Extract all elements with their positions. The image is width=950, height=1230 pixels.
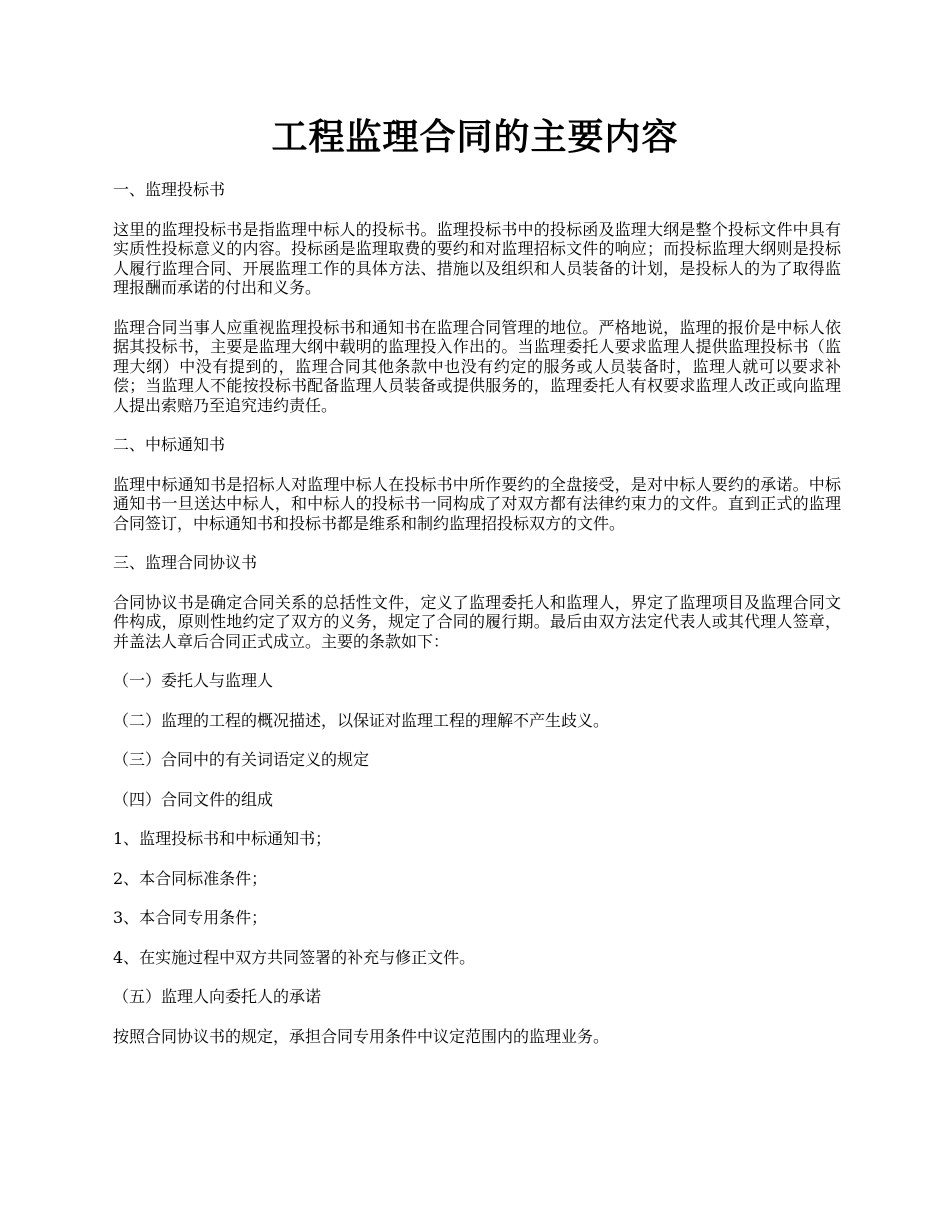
paragraph-award-notice: 监理中标通知书是招标人对监理中标人在投标书中所作要约的全盘接受，是对中标人要约的承诺。中标通知书一旦送达中标人，和中标人的投标书一同构成了对双方都有法律约束力的文件。直到正式的监理合同签订，中标通知书和投标书都是维系和制约监理招投标双方的文件。 <box>113 474 841 533</box>
paragraph-bid-importance: 监理合同当事人应重视监理投标书和通知书在监理合同管理的地位。严格地说，监理的报价是中标人依据其投标书，主要是监理大纲中载明的监理投入作出的。当监理委托人要求监理人提供监理投标书（监理大纲）中没有提到的，监理合同其他条款中也没有约定的服务或人员装备时，监理人就可以要求补偿；当监理人不能按投标书配备监理人员装备或提供服务的，监理委托人有权要求监理人改正或向监理人提出索赔乃至追究违约责任。 <box>113 317 841 415</box>
list-item-doc-1: 1、监理投标书和中标通知书； <box>113 829 332 848</box>
section-heading-bid: 一、监理投标书 <box>113 180 226 199</box>
paragraph-bid-definition: 这里的监理投标书是指监理中标人的投标书。监理投标书中的投标函及监理大纲是整个投标文件中具有实质性投标意义的内容。投标函是监理取费的要约和对监理招标文件的响应；而投标监理大纲则是投标人履行监理合同、开展监理工作的具体方法、措施以及组织和人员装备的计划，是投标人的为了取得监理报酬而承诺的付出和义务。 <box>113 219 841 297</box>
paragraph-agreement: 合同协议书是确定合同关系的总括性文件，定义了监理委托人和监理人，界定了监理项目及监理合同文件构成，原则性地约定了双方的义务，规定了合同的履行期。最后由双方法定代表人或其代理人签章，并盖法人章后合同正式成立。主要的条款如下： <box>113 592 841 651</box>
document-title: 工程监理合同的主要内容 <box>271 116 679 158</box>
list-item-parties: （一）委托人与监理人 <box>113 671 274 690</box>
document-body <box>113 180 841 1066</box>
list-item-definitions: （三）合同中的有关词语定义的规定 <box>113 750 370 769</box>
list-item-commitment: （五）监理人向委托人的承诺 <box>113 987 322 1006</box>
list-item-doc-3: 3、本合同专用条件； <box>113 908 268 927</box>
paragraph-commitment: 按照合同协议书的规定，承担合同专用条件中议定范围内的监理业务。 <box>113 1026 610 1046</box>
list-item-contract-documents: （四）合同文件的组成 <box>113 789 274 809</box>
section-heading-agreement: 三、监理合同协议书 <box>113 553 258 572</box>
section-heading-award-notice: 二、中标通知书 <box>113 435 226 454</box>
list-item-doc-4: 4、在实施过程中双方共同签署的补充与修正文件。 <box>113 947 476 967</box>
list-item-project-overview: （二）监理的工程的概况描述，以保证对监理工程的理解不产生歧义。 <box>113 710 610 730</box>
list-item-doc-2: 2、本合同标准条件； <box>113 868 268 888</box>
